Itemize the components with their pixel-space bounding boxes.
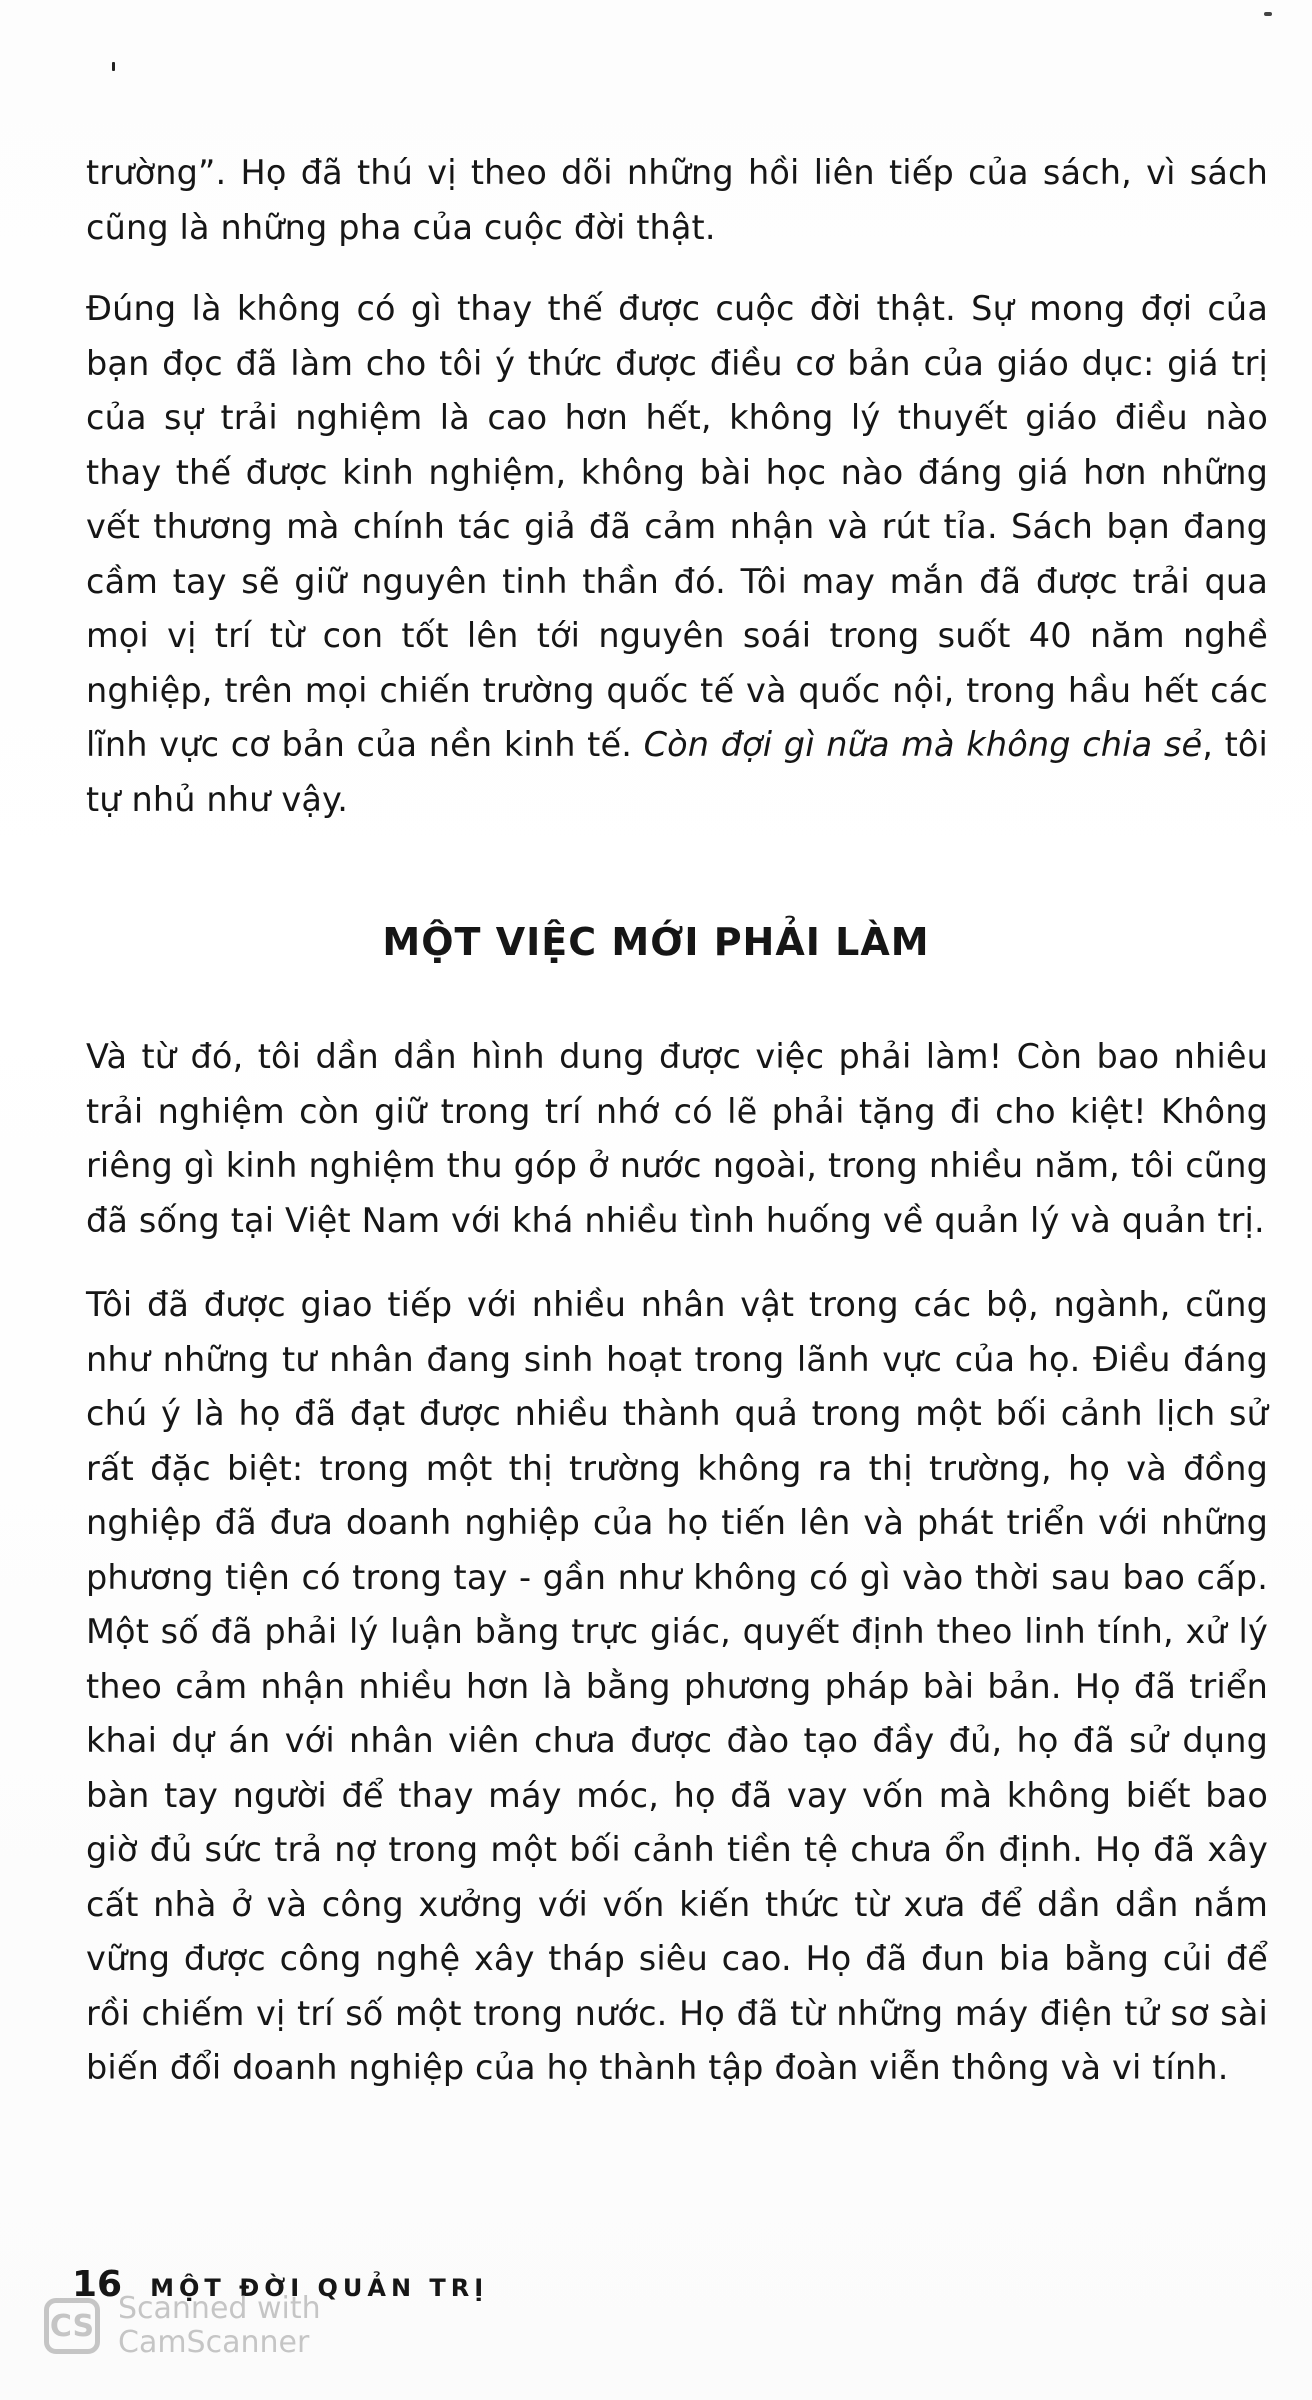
paragraph-2-italic: Còn đợi gì nữa mà không chia sẻ <box>643 725 1203 764</box>
watermark-line-1: Scanned with <box>118 2291 321 2326</box>
camscanner-logo-icon: CS <box>44 2298 100 2354</box>
paragraph-2-tail: , tôi tự nhủ như vậy. <box>86 725 1268 819</box>
paragraph-1: trường”. Họ đã thú vị theo dõi những hồi liên tiếp của sách, vì sách cũng là những pha của cuộc đời thật. <box>86 153 1268 247</box>
scan-mark <box>112 62 115 71</box>
paragraph-4: Tôi đã được giao tiếp với nhiều nhân vật trong các bộ, ngành, cũng như những tư nhân đang sinh hoạt trong lãnh vực của họ. Điều đáng chú ý là họ đã đạt được nhiều thành quả trong một bối cảnh lịch sử rất đặc biệt: trong một thị trường không ra thị trường, họ và đồng nghiệp đã đưa doanh nghiệp của họ tiến lên và phát triển với những phương tiện có trong tay - gần như không có gì vào thời sau bao cấp. Một số đã phải lý luận bằng trực giác, quyết định theo linh tính, xử lý theo cảm nhận nhiều hơn là bằng phương pháp bài bản. Họ đã triển khai dự án với nhân viên chưa được đào tạo đầy đủ, họ đã sử dụng bàn tay người để thay máy móc, họ đã vay vốn mà không biết bao giờ đủ sức trả nợ trong một bối cảnh tiền tệ chưa ổn định. Họ đã xây cất nhà ở và công xưởng với vốn kiến thức từ xưa để dần dần nắm vững được công nghệ xây tháp siêu cao. Họ đã đun bia bằng củi để rồi chiếm vị trí số một trong nước. Họ đã từ những máy điện tử sơ sài biến đổi doanh nghiệp của họ thành tập đoàn viễn thông và vi tính. <box>86 1285 1268 2087</box>
scanner-watermark <box>44 2292 321 2360</box>
watermark-line-2: CamScanner <box>118 2325 310 2360</box>
running-title: MỘT ĐỜI QUẢN TRỊ <box>150 2274 489 2302</box>
scan-speck <box>1264 12 1272 16</box>
page-number: 16 <box>72 2264 123 2305</box>
watermark-text <box>118 2292 321 2360</box>
section-heading: MỘT VIỆC MỚI PHẢI LÀM <box>382 920 930 964</box>
paragraph-2-main: Đúng là không có gì thay thế được cuộc đời thật. Sự mong đợi của bạn đọc đã làm cho tôi ý thức được điều cơ bản của giáo dục: giá trị của sự trải nghiệm là cao hơn hết, không lý thuyết giáo điều nào thay thế được kinh nghiệm, không bài học nào đáng giá hơn những vết thương mà chính tác giả đã cảm nhận và rút tỉa. Sách bạn đang cầm tay sẽ giữ nguyên tinh thần đó. Tôi may mắn đã được trải qua mọi vị trí từ con tốt lên tới nguyên soái trong suốt 40 năm nghề nghiệp, trên mọi chiến trường quốc tế và quốc nội, trong hầu hết các lĩnh vực cơ bản của nền kinh tế. <box>86 289 1268 764</box>
paragraph-3: Và từ đó, tôi dần dần hình dung được việc phải làm! Còn bao nhiêu trải nghiệm còn giữ trong trí nhớ có lẽ phải tặng đi cho kiệt! Không riêng gì kinh nghiệm thu góp ở nước ngoài, trong nhiều năm, tôi cũng đã sống tại Việt Nam với khá nhiều tình huống về quản lý và quản trị. <box>86 1037 1268 1240</box>
paragraph-2 <box>86 282 1268 827</box>
